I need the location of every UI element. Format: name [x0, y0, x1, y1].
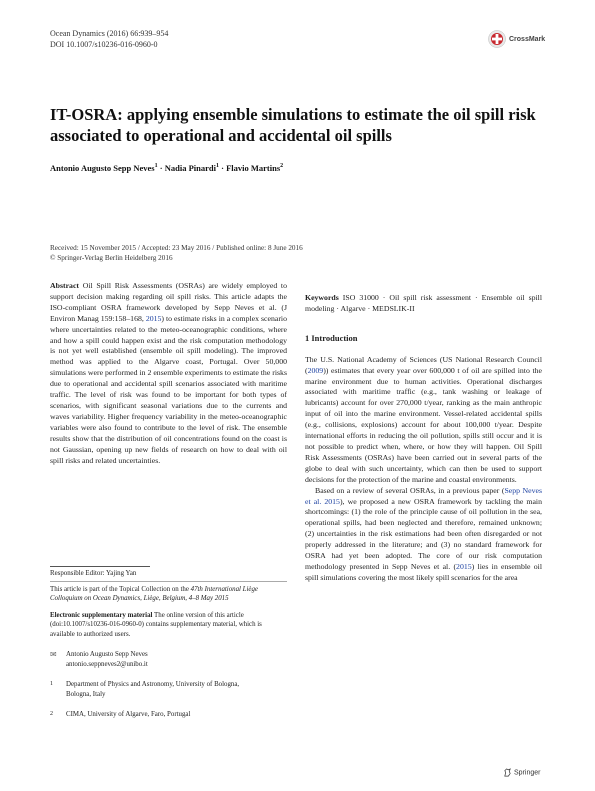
esm-label: Electronic supplementary material — [50, 611, 153, 619]
author-3-aff: 2 — [280, 163, 284, 170]
aff-2-text: CIMA, University of Algarve, Faro, Portugal — [66, 711, 191, 718]
abstract-text-a: Oil Spill Risk Assessments (OSRAs) are widely employed to support decision making regarding oil spill risks. This article adapts the ISO-compliant OSRA framework developed by Sepp Neves et al. (J Environ Manag 159:158–168, — [50, 281, 287, 323]
footnote-divider — [50, 566, 150, 567]
crossmark-badge[interactable] — [488, 30, 548, 50]
publication-history: Received: 15 November 2015 / Accepted: 23 May 2016 / Published online: 8 June 2016 — [50, 244, 303, 252]
esm-text: The online version of this article (doi:10.1007/s10236-016-0960-0) contains supplementary material, which is available to authorized users. — [50, 611, 262, 638]
author-separator: · — [157, 163, 165, 173]
responsible-editor: Responsible Editor: Yajing Yan — [50, 570, 137, 577]
affiliation-2 — [50, 710, 287, 720]
abstract-text-b: ) to estimate risks in a complex scenario where uncertainties related to the meteo-oceanographic conditions, where and how a spill could happen exist and the risk computation methodology is not yet well established (ensemble oil spill modeling). The improved method was applied to the Algarve coast, Portugal. Over 50,000 simulations were performed in 2 ensemble experiments to estimate the risks due to operational and accidental spill scenarios associated with maritime traffic. The level of risk was found to be important for both types of scenarios, with significant seasonal variations due to the currents and waves variability. Higher frequency variability in the meteo-oceanographic variables were also found to contribute to the level of risk. The ensemble results show that the distribution of oil concentrations found on the coast is not Gaussian, opening up new fields of research on how to deal with oil spill risks and related uncertainties. — [50, 313, 287, 465]
footnotes — [50, 569, 287, 720]
author-list — [50, 163, 283, 173]
citation-link[interactable]: 2009 — [307, 365, 324, 375]
topical-italic: 47th International Liège Colloquium on Ocean Dynamics, Liège, Belgium, 4–8 May 2015 — [50, 585, 258, 602]
author-3[interactable]: Flavio Martins — [226, 163, 281, 173]
corresponding-author — [50, 650, 287, 669]
corr-name: Antonio Augusto Sepp Neves — [66, 651, 148, 658]
keywords-label: Keywords — [305, 293, 339, 302]
author-2-aff: 1 — [215, 163, 219, 170]
intro-p1-a: The U.S. National Academy of Sciences (US National Research Council ( — [305, 354, 542, 375]
intro-p2-b: ), we proposed a new OSRA framework by tackling the main shortcomings: (1) the role of the principle cause of oil pollution in the sea, operational spills, had been neglected and therefore, remained unknown; (2) uncertainties in the risk estimations had been often disregarded or not properly addressed in the literature; and (3) no standard framework for OSRA had yet been adopted. The core of our risk computation methodology presented in Sepp Neves et al. ( — [305, 496, 542, 571]
aff-2-number: 2 — [50, 711, 53, 717]
intro-paragraph-2 — [305, 486, 542, 584]
article-dates — [50, 243, 303, 263]
right-column — [305, 281, 542, 584]
corr-email[interactable]: antonio.seppneves2@unibo.it — [66, 660, 148, 668]
aff-1-number: 1 — [50, 681, 53, 687]
author-separator: · — [218, 163, 227, 173]
intro-p2-c: ) lies in ensemble oil spill simulations covering the most likely spill scenarios for the area — [305, 561, 542, 582]
journal-citation: Ocean Dynamics (2016) 66:939–954 — [50, 29, 169, 38]
keywords-text: ISO 31000 · Oil spill risk assessment · Ensemble oil spill modeling · Algarve · MEDSLIK-II — [305, 293, 542, 313]
publisher-name: Springer — [514, 769, 541, 777]
esm-note — [50, 611, 287, 640]
affiliation-1 — [50, 680, 287, 699]
crossmark-icon — [488, 30, 506, 48]
publisher-logo — [503, 768, 540, 777]
author-1-aff: 1 — [154, 163, 158, 170]
article-title: IT-OSRA: applying ensemble simulations to estimate the oil spill risk associated to operational and accidental oil spills — [50, 105, 536, 145]
citation-link[interactable]: 2015 — [456, 561, 472, 571]
envelope-icon: ✉ — [50, 650, 57, 659]
citation-link[interactable]: Sepp Neves et al. 2015 — [305, 485, 542, 506]
aff-1-text: Department of Physics and Astronomy, University of Bologna, Bologna, Italy — [66, 681, 240, 698]
springer-horse-icon — [503, 768, 512, 777]
topical-text: This article is part of the Topical Collection on the — [50, 585, 191, 593]
topical-collection — [50, 585, 287, 604]
section-heading: 1 Introduction — [305, 332, 358, 343]
intro-paragraph-1 — [305, 355, 542, 486]
intro-p2-a: Based on a review of several OSRAs, in a previous paper ( — [315, 485, 505, 495]
crossmark-label: CrossMark — [509, 36, 546, 43]
journal-header — [50, 28, 168, 50]
citation-link[interactable]: 2015 — [145, 313, 162, 323]
abstract-label: Abstract — [50, 281, 80, 290]
note-divider — [50, 581, 287, 582]
copyright: © Springer-Verlag Berlin Heidelberg 2016 — [50, 254, 173, 262]
intro-p1-b: )) estimates that every year over 600,000 t of oil are spilled into the marine environment due to human activities. Operational discharges associated with maritime traffic (e.g., tank washing or leakage of lubricants) account for over 270,000 t/year, ranking as the main anthropic input of oil into the marine environment. Vessel-related accidental spills (e.g., collisions, explosions) account for about 100,000 t/year. Despite international efforts in reducing the oil pollution, spills still occur and it is not possible to predict when, where, or how they will happen. Oil Spill Risk Assessments (OSRAs) have been carried out in several parts of the globe to deal with such uncertainty, which can then be used to support decisions for the protection of the marine and coastal environments. — [305, 365, 542, 484]
keywords — [305, 293, 542, 315]
left-column — [50, 281, 287, 466]
author-1[interactable]: Antonio Augusto Sepp Neves — [50, 163, 155, 173]
doi[interactable]: DOI 10.1007/s10236-016-0960-0 — [50, 40, 158, 49]
abstract — [50, 281, 287, 466]
author-2[interactable]: Nadia Pinardi — [164, 163, 216, 173]
